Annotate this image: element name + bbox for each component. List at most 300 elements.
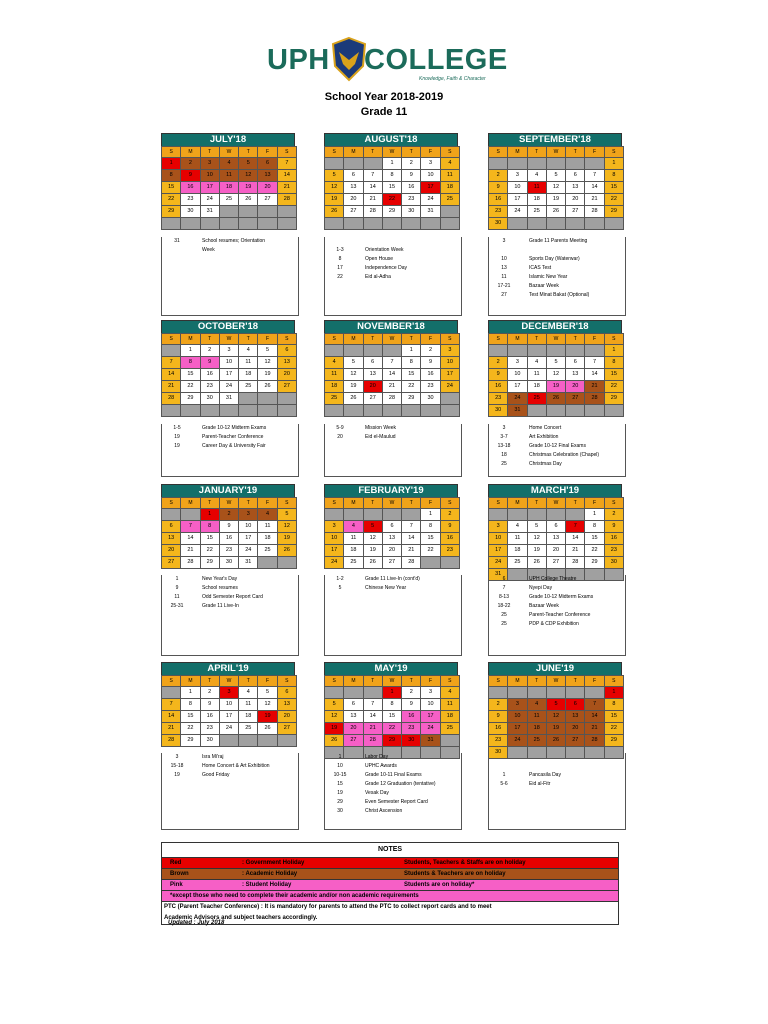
day-cell: 1	[604, 687, 623, 699]
month-grid	[488, 333, 624, 417]
month-calendar	[488, 484, 622, 581]
weekday-row	[162, 147, 297, 158]
weekday-label: S	[162, 676, 181, 687]
week-row	[162, 170, 297, 182]
weekday-label: T	[200, 334, 219, 345]
day-cell	[421, 405, 440, 417]
day-cell: 17	[239, 533, 258, 545]
day-cell: 8	[604, 357, 623, 369]
day-cell: 8	[162, 170, 181, 182]
event-item	[489, 442, 625, 451]
week-row	[489, 557, 624, 569]
day-cell: 21	[363, 723, 382, 735]
day-cell: 12	[325, 711, 344, 723]
event-title: Grade 11 Parents Meeting	[529, 238, 588, 244]
day-cell: 29	[402, 393, 421, 405]
day-cell: 10	[219, 357, 238, 369]
day-cell: 24	[239, 545, 258, 557]
event-item	[325, 264, 461, 273]
day-cell	[546, 345, 565, 357]
weekday-label: T	[200, 147, 219, 158]
day-cell: 6	[566, 699, 585, 711]
weekday-label: T	[402, 334, 421, 345]
event-item	[162, 753, 298, 762]
day-cell: 9	[200, 699, 219, 711]
day-cell: 19	[277, 533, 296, 545]
day-cell: 24	[508, 393, 527, 405]
day-cell: 14	[585, 182, 604, 194]
month-header: NOVEMBER'18	[324, 320, 458, 333]
logo-college-text: COLLEGE	[364, 44, 508, 76]
month-calendar	[324, 662, 458, 759]
weekday-label: F	[421, 498, 440, 509]
event-date: 9	[175, 585, 179, 591]
day-cell: 9	[402, 170, 421, 182]
event-item	[162, 246, 298, 255]
day-cell	[546, 687, 565, 699]
legend-desc: : Academic Holiday	[242, 871, 298, 877]
day-cell: 27	[162, 557, 181, 569]
day-cell: 30	[489, 747, 508, 759]
event-date: 27	[501, 292, 507, 298]
day-cell: 10	[239, 521, 258, 533]
day-cell: 5	[363, 521, 382, 533]
event-date: 18-22	[497, 603, 511, 609]
event-date: 7	[502, 585, 506, 591]
day-cell: 6	[546, 521, 565, 533]
day-cell: 21	[162, 381, 181, 393]
day-cell: 25	[239, 381, 258, 393]
event-item	[489, 291, 625, 300]
day-cell: 24	[440, 381, 459, 393]
day-cell	[363, 345, 382, 357]
weekday-label: F	[585, 147, 604, 158]
weekday-label: M	[181, 676, 200, 687]
event-date: 31	[174, 238, 180, 244]
month-grid	[488, 497, 624, 581]
day-cell	[585, 218, 604, 230]
day-cell	[363, 405, 382, 417]
day-cell	[325, 687, 344, 699]
event-date: 6	[502, 576, 506, 582]
day-cell: 13	[566, 369, 585, 381]
day-cell: 30	[402, 206, 421, 218]
day-cell: 8	[585, 521, 604, 533]
weekday-label: S	[440, 334, 459, 345]
day-cell: 16	[421, 369, 440, 381]
event-title: Grade 10-12 Midterm Exams	[202, 425, 267, 431]
day-cell: 22	[382, 194, 401, 206]
weekday-row	[325, 334, 460, 345]
logo-uph-text: UPH	[267, 44, 330, 76]
week-row	[325, 723, 460, 735]
day-cell: 29	[382, 735, 401, 747]
weekday-label: T	[200, 676, 219, 687]
day-cell	[546, 509, 565, 521]
day-cell: 10	[440, 357, 459, 369]
day-cell	[258, 557, 277, 569]
event-item	[162, 584, 298, 593]
event-date: 19	[174, 772, 180, 778]
day-cell: 29	[585, 557, 604, 569]
event-date: 18	[501, 452, 507, 458]
day-cell	[277, 405, 296, 417]
week-row	[325, 393, 460, 405]
day-cell: 26	[344, 393, 363, 405]
day-cell	[489, 687, 508, 699]
day-cell	[440, 393, 459, 405]
day-cell	[604, 405, 623, 417]
month-header: MAY'19	[324, 662, 458, 675]
day-cell: 5	[325, 170, 344, 182]
event-item	[325, 246, 461, 255]
day-cell: 7	[585, 170, 604, 182]
event-title: Career Day & University Fair	[202, 443, 266, 449]
month-calendar	[488, 320, 622, 417]
week-row	[162, 393, 297, 405]
weekday-label: W	[382, 498, 401, 509]
day-cell: 20	[566, 381, 585, 393]
day-cell: 8	[382, 170, 401, 182]
event-title: Sports Day (Waterwar)	[529, 256, 580, 262]
day-cell: 14	[585, 369, 604, 381]
weekday-label: S	[277, 676, 296, 687]
event-title: Parent-Teacher Conference	[529, 612, 591, 618]
day-cell	[585, 405, 604, 417]
day-cell	[566, 509, 585, 521]
day-cell: 20	[258, 182, 277, 194]
day-cell: 28	[277, 194, 296, 206]
day-cell: 7	[402, 521, 421, 533]
day-cell: 23	[200, 381, 219, 393]
event-item	[489, 780, 625, 789]
legend-desc: : Government Holiday	[242, 860, 305, 866]
legend-color: Red	[170, 860, 182, 866]
day-cell	[363, 158, 382, 170]
event-title: Test Minat Bakat (Optional)	[529, 292, 590, 298]
day-cell: 2	[402, 687, 421, 699]
day-cell	[239, 206, 258, 218]
day-cell: 12	[527, 533, 546, 545]
legend-color: Brown	[170, 871, 189, 877]
event-item	[162, 433, 298, 442]
event-item	[489, 611, 625, 620]
weekday-label: T	[363, 676, 382, 687]
event-date: 1-2	[336, 576, 344, 582]
day-cell: 5	[527, 521, 546, 533]
weekday-label: W	[546, 334, 565, 345]
day-cell: 2	[604, 509, 623, 521]
event-item	[325, 798, 461, 807]
day-cell: 26	[239, 194, 258, 206]
event-item	[489, 575, 625, 584]
day-cell: 1	[421, 509, 440, 521]
day-cell: 10	[508, 182, 527, 194]
day-cell: 30	[489, 405, 508, 417]
week-row	[162, 218, 297, 230]
day-cell: 2	[489, 699, 508, 711]
day-cell: 9	[489, 711, 508, 723]
month-grid	[488, 675, 624, 759]
event-title: Vesak Day	[365, 790, 389, 796]
month-grid	[161, 675, 297, 747]
day-cell	[566, 687, 585, 699]
day-cell: 27	[277, 381, 296, 393]
weekday-label: S	[440, 147, 459, 158]
weekday-label: T	[239, 498, 258, 509]
day-cell: 11	[527, 182, 546, 194]
day-cell	[440, 405, 459, 417]
month-header: MARCH'19	[488, 484, 622, 497]
day-cell: 20	[566, 723, 585, 735]
day-cell: 10	[508, 369, 527, 381]
day-cell: 27	[566, 393, 585, 405]
week-row	[162, 369, 297, 381]
day-cell: 12	[546, 182, 565, 194]
event-item	[325, 237, 461, 246]
day-cell: 17	[200, 182, 219, 194]
month-calendar	[324, 320, 458, 417]
day-cell: 19	[546, 723, 565, 735]
day-cell: 15	[421, 533, 440, 545]
day-cell: 28	[181, 557, 200, 569]
day-cell: 29	[181, 393, 200, 405]
event-item	[162, 442, 298, 451]
day-cell: 9	[402, 699, 421, 711]
event-title: Odd Semester Report Card	[202, 594, 263, 600]
weekday-label: S	[162, 147, 181, 158]
month-calendar	[161, 662, 295, 747]
weekday-label: M	[344, 334, 363, 345]
day-cell: 14	[181, 533, 200, 545]
event-title: Parent-Teacher Conference	[202, 434, 264, 440]
event-title: Christmas Celebration (Chapel)	[529, 452, 600, 458]
event-item	[489, 602, 625, 611]
day-cell: 25	[527, 735, 546, 747]
day-cell	[162, 218, 181, 230]
event-date: 29	[337, 799, 343, 805]
day-cell	[527, 158, 546, 170]
weekday-label: S	[604, 676, 623, 687]
week-row	[489, 393, 624, 405]
day-cell	[325, 509, 344, 521]
day-cell: 28	[382, 393, 401, 405]
event-date: 19	[174, 443, 180, 449]
day-cell: 20	[162, 545, 181, 557]
weekday-label: M	[344, 147, 363, 158]
day-cell: 30	[219, 557, 238, 569]
day-cell	[489, 158, 508, 170]
day-cell	[277, 557, 296, 569]
month-calendar	[324, 133, 458, 230]
day-cell: 12	[546, 711, 565, 723]
day-cell: 29	[604, 393, 623, 405]
day-cell: 22	[162, 194, 181, 206]
day-cell	[162, 509, 181, 521]
day-cell: 18	[527, 723, 546, 735]
event-title: Good Friday	[202, 772, 230, 778]
weekday-label: T	[566, 334, 585, 345]
day-cell: 5	[546, 699, 565, 711]
event-title: School resumes; Orientation	[202, 238, 266, 244]
day-cell: 6	[162, 521, 181, 533]
day-cell: 14	[402, 533, 421, 545]
month-events	[161, 237, 299, 316]
week-row	[325, 521, 460, 533]
day-cell: 14	[162, 711, 181, 723]
month-events	[488, 753, 626, 830]
weekday-label: S	[325, 676, 344, 687]
day-cell: 7	[382, 357, 401, 369]
week-row	[325, 345, 460, 357]
day-cell: 4	[239, 345, 258, 357]
event-title: Isra Mi'raj	[202, 754, 224, 760]
day-cell: 3	[421, 687, 440, 699]
weekday-label: S	[489, 498, 508, 509]
month-header: JULY'18	[161, 133, 295, 146]
day-cell: 10	[325, 533, 344, 545]
day-cell: 21	[402, 545, 421, 557]
day-cell: 12	[258, 357, 277, 369]
weekday-label: S	[277, 147, 296, 158]
day-cell: 2	[402, 158, 421, 170]
weekday-label: S	[162, 498, 181, 509]
day-cell: 4	[219, 158, 238, 170]
event-title: Week	[202, 247, 215, 253]
page-title: School Year 2018-2019	[324, 91, 444, 103]
day-cell	[421, 557, 440, 569]
week-row	[489, 521, 624, 533]
month-header: FEBRUARY'19	[324, 484, 458, 497]
event-item	[489, 771, 625, 780]
event-item	[162, 762, 298, 771]
day-cell: 3	[489, 521, 508, 533]
day-cell: 25	[527, 206, 546, 218]
week-row	[325, 735, 460, 747]
weekday-label: S	[162, 334, 181, 345]
weekday-label: T	[527, 147, 546, 158]
event-item	[325, 255, 461, 264]
day-cell: 11	[527, 369, 546, 381]
event-title: Grade 10-11 Final Exams	[365, 772, 422, 778]
day-cell: 15	[181, 711, 200, 723]
weekday-row	[162, 498, 297, 509]
day-cell	[585, 687, 604, 699]
day-cell	[325, 158, 344, 170]
day-cell	[604, 218, 623, 230]
day-cell: 4	[527, 170, 546, 182]
day-cell: 15	[382, 182, 401, 194]
event-title: Chinese New Year	[365, 585, 407, 591]
event-item	[162, 424, 298, 433]
event-date: 30	[337, 808, 343, 814]
day-cell: 17	[508, 194, 527, 206]
day-cell: 17	[219, 369, 238, 381]
eagle-emblem-icon	[329, 36, 369, 82]
day-cell: 21	[162, 723, 181, 735]
day-cell: 18	[508, 545, 527, 557]
day-cell: 16	[440, 533, 459, 545]
day-cell: 27	[566, 735, 585, 747]
day-cell: 5	[325, 699, 344, 711]
notes-section	[161, 842, 619, 925]
day-cell	[344, 345, 363, 357]
day-cell: 27	[382, 557, 401, 569]
day-cell	[219, 206, 238, 218]
weekday-label: W	[546, 147, 565, 158]
day-cell: 1	[181, 345, 200, 357]
event-title: UPH College Theatre	[529, 576, 577, 582]
day-cell: 15	[382, 711, 401, 723]
event-title: Eid el-Maulud	[365, 434, 396, 440]
day-cell: 23	[219, 545, 238, 557]
day-cell	[162, 687, 181, 699]
day-cell: 13	[277, 357, 296, 369]
day-cell: 2	[489, 357, 508, 369]
event-title: Home Concert	[529, 425, 562, 431]
event-item	[325, 807, 461, 816]
day-cell: 26	[546, 393, 565, 405]
day-cell: 24	[421, 723, 440, 735]
footnote-text: *except those who need to complete their academic and/or non academic requirements	[170, 893, 419, 899]
day-cell	[508, 509, 527, 521]
day-cell: 2	[181, 158, 200, 170]
weekday-label: M	[181, 498, 200, 509]
day-cell: 20	[344, 194, 363, 206]
day-cell: 24	[325, 557, 344, 569]
day-cell	[421, 218, 440, 230]
event-title: Eid al-Adha	[365, 274, 391, 280]
day-cell	[566, 218, 585, 230]
weekday-label: T	[363, 334, 382, 345]
event-title: School resumes	[202, 585, 238, 591]
day-cell: 12	[325, 182, 344, 194]
day-cell: 19	[344, 381, 363, 393]
day-cell: 3	[508, 357, 527, 369]
event-date: 5	[338, 585, 342, 591]
event-title: Open House	[365, 256, 394, 262]
day-cell: 22	[585, 545, 604, 557]
day-cell: 15	[181, 369, 200, 381]
event-title: Grade 10-12 Midterm Exams	[529, 594, 594, 600]
event-item	[489, 237, 625, 246]
day-cell: 1	[162, 158, 181, 170]
month-calendar	[488, 662, 622, 759]
day-cell: 7	[566, 521, 585, 533]
day-cell	[566, 158, 585, 170]
event-date: 10-15	[333, 772, 347, 778]
day-cell	[258, 218, 277, 230]
day-cell	[585, 158, 604, 170]
day-cell: 31	[421, 206, 440, 218]
day-cell: 13	[546, 533, 565, 545]
day-cell	[219, 218, 238, 230]
day-cell: 15	[402, 369, 421, 381]
month-header: SEPTEMBER'18	[488, 133, 622, 146]
weekday-label: S	[325, 498, 344, 509]
weekday-label: F	[585, 676, 604, 687]
weekday-label: M	[344, 498, 363, 509]
week-row	[489, 158, 624, 170]
event-title: Christ Ascension	[365, 808, 403, 814]
day-cell: 24	[508, 735, 527, 747]
day-cell: 7	[585, 699, 604, 711]
day-cell: 26	[546, 735, 565, 747]
week-row	[162, 711, 297, 723]
weekday-label: W	[382, 147, 401, 158]
day-cell: 12	[239, 170, 258, 182]
day-cell	[344, 218, 363, 230]
